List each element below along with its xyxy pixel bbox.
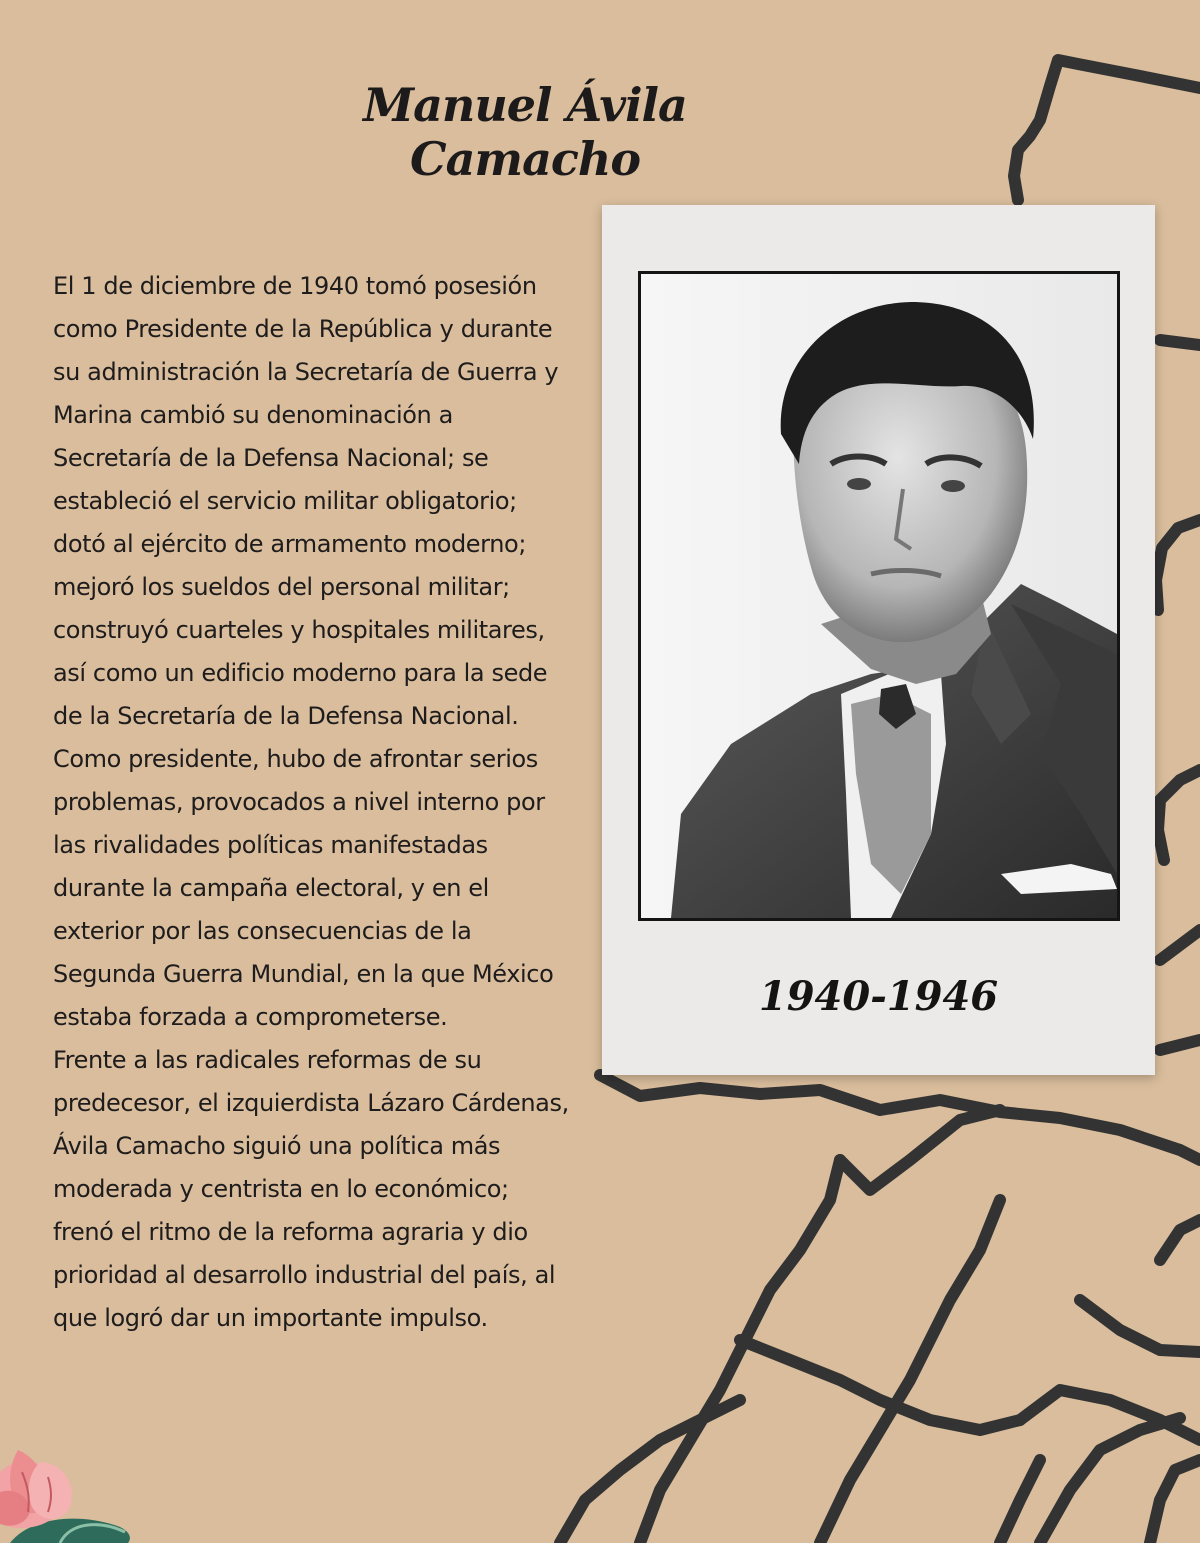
polaroid-frame [602,205,1155,1075]
biography-paragraph: Frente a las radicales reformas de su predecesor, el izquierdista Lázaro Cárdenas, Ávila Camacho siguió una política más moderada y centrista en lo económico; frenó el ritmo de la reforma agraria y dio prioridad al desarrollo industrial del país, al que logró dar un importante impulso. [53,1046,569,1332]
biography-text [53,265,573,1340]
portrait-illustration [641,274,1117,918]
page-title: Manuel Ávila Camacho [363,78,687,186]
lotus-flower-illustration [0,1432,140,1543]
photo-caption-years: 1940-1946 [758,973,999,1020]
biography-paragraph: Como presidente, hubo de afrontar serios problemas, provocados a nivel interno por las rivalidades políticas manifestadas durante la campaña electoral, y en el exterior por las consecuencias de la Segunda Guerra Mundial, en la que México estaba forzada a comprometerse. [53,745,554,1031]
portrait-photo [638,271,1120,921]
biography-paragraph: El 1 de diciembre de 1940 tomó posesión como Presidente de la República y durante su administración la Secretaría de Guerra y Marina cambió su denominación a Secretaría de la Defensa Nacional; se estableció el servicio militar obligatorio; dotó al ejército de armamento moderno; mejoró los sueldos del personal militar; construyó cuarteles y hospitales militares, así como un edificio moderno para la sede de la Secretaría de la Defensa Nacional. [53,272,559,730]
